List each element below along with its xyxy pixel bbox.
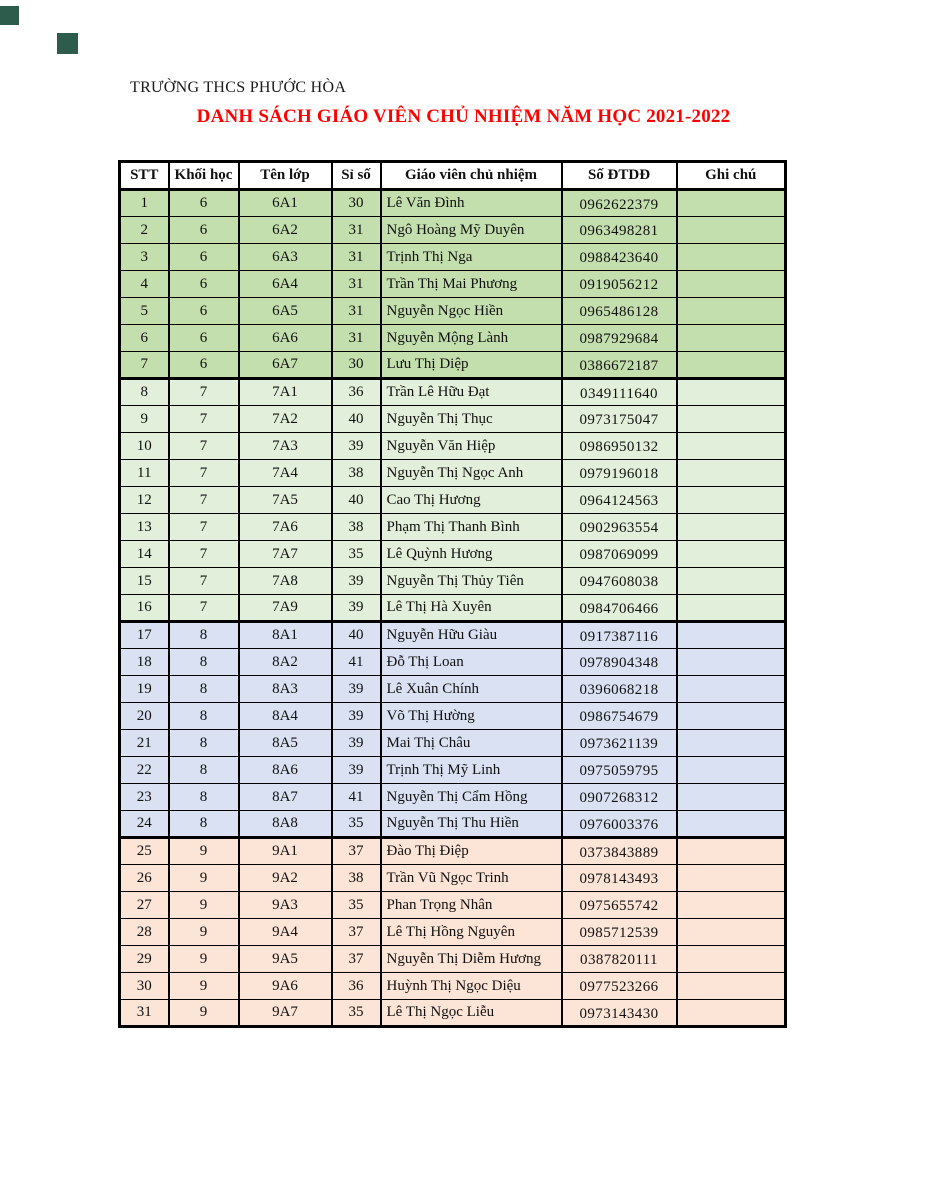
table-row <box>120 352 786 379</box>
cell-stt: 26 <box>120 865 169 892</box>
cell-grade: 9 <box>169 1000 239 1027</box>
cell-grade: 8 <box>169 703 239 730</box>
cell-class-name: 9A3 <box>239 892 332 919</box>
cell-teacher-name: Lê Thị Hồng Nguyên <box>381 919 562 946</box>
corner-square-icon <box>0 6 19 25</box>
cell-grade: 9 <box>169 946 239 973</box>
cell-phone: 0986754679 <box>562 703 677 730</box>
cell-stt: 22 <box>120 757 169 784</box>
table-row <box>120 676 786 703</box>
table-row <box>120 892 786 919</box>
cell-class-size: 38 <box>332 460 381 487</box>
cell-teacher-name: Huỳnh Thị Ngọc Diệu <box>381 973 562 1000</box>
cell-teacher-name: Nguyễn Thị Thủy Tiên <box>381 568 562 595</box>
cell-note <box>677 487 786 514</box>
page-title: DANH SÁCH GIÁO VIÊN CHỦ NHIỆM NĂM HỌC 2021-2022 <box>196 106 731 127</box>
cell-grade: 8 <box>169 622 239 649</box>
cell-phone: 0962622379 <box>562 190 677 217</box>
homeroom-teacher-table <box>118 160 787 1028</box>
cell-phone: 0902963554 <box>562 514 677 541</box>
cell-class-size: 38 <box>332 514 381 541</box>
cell-note <box>677 649 786 676</box>
cell-teacher-name: Lê Thị Ngọc Liễu <box>381 1000 562 1027</box>
cell-stt: 5 <box>120 298 169 325</box>
cell-grade: 6 <box>169 352 239 379</box>
cell-class-name: 7A7 <box>239 541 332 568</box>
table-row <box>120 541 786 568</box>
cell-teacher-name: Lưu Thị Diệp <box>381 352 562 379</box>
cell-phone: 0919056212 <box>562 271 677 298</box>
cell-class-name: 6A2 <box>239 217 332 244</box>
table-row <box>120 865 786 892</box>
cell-grade: 7 <box>169 406 239 433</box>
cell-class-size: 35 <box>332 811 381 838</box>
cell-phone: 0987069099 <box>562 541 677 568</box>
cell-phone: 0373843889 <box>562 838 677 865</box>
cell-stt: 16 <box>120 595 169 622</box>
cell-stt: 13 <box>120 514 169 541</box>
cell-class-name: 7A1 <box>239 379 332 406</box>
school-name: TRƯỜNG THCS PHƯỚC HÒA <box>130 79 347 96</box>
cell-class-name: 6A3 <box>239 244 332 271</box>
cell-grade: 6 <box>169 217 239 244</box>
table-row <box>120 568 786 595</box>
cell-note <box>677 919 786 946</box>
cell-class-size: 39 <box>332 595 381 622</box>
cell-stt: 12 <box>120 487 169 514</box>
cell-phone: 0976003376 <box>562 811 677 838</box>
cell-grade: 8 <box>169 730 239 757</box>
cell-note <box>677 703 786 730</box>
cell-phone: 0947608038 <box>562 568 677 595</box>
cell-grade: 7 <box>169 514 239 541</box>
cell-teacher-name: Nguyễn Thị Thục <box>381 406 562 433</box>
cell-teacher-name: Lê Quỳnh Hương <box>381 541 562 568</box>
cell-note <box>677 325 786 352</box>
cell-phone: 0387820111 <box>562 946 677 973</box>
cell-class-size: 41 <box>332 784 381 811</box>
cell-phone: 0977523266 <box>562 973 677 1000</box>
cell-class-size: 37 <box>332 919 381 946</box>
cell-phone: 0965486128 <box>562 298 677 325</box>
cell-phone: 0964124563 <box>562 487 677 514</box>
cell-grade: 9 <box>169 973 239 1000</box>
cell-phone: 0987929684 <box>562 325 677 352</box>
cell-class-size: 39 <box>332 676 381 703</box>
cell-phone: 0349111640 <box>562 379 677 406</box>
cell-class-name: 6A6 <box>239 325 332 352</box>
cell-grade: 9 <box>169 865 239 892</box>
cell-note <box>677 730 786 757</box>
cell-class-size: 39 <box>332 433 381 460</box>
table-row <box>120 946 786 973</box>
cell-class-size: 36 <box>332 379 381 406</box>
cell-class-name: 9A7 <box>239 1000 332 1027</box>
cell-note <box>677 892 786 919</box>
table-row <box>120 622 786 649</box>
cell-grade: 8 <box>169 811 239 838</box>
table-row <box>120 487 786 514</box>
cell-note <box>677 757 786 784</box>
cell-phone: 0973621139 <box>562 730 677 757</box>
cell-class-name: 7A2 <box>239 406 332 433</box>
cell-class-size: 31 <box>332 325 381 352</box>
table-row <box>120 811 786 838</box>
table-row <box>120 595 786 622</box>
table-row <box>120 838 786 865</box>
cell-class-name: 8A8 <box>239 811 332 838</box>
cell-note <box>677 541 786 568</box>
cell-stt: 28 <box>120 919 169 946</box>
cell-grade: 7 <box>169 487 239 514</box>
cell-stt: 29 <box>120 946 169 973</box>
table-row <box>120 217 786 244</box>
cell-note <box>677 838 786 865</box>
table-row <box>120 406 786 433</box>
cell-teacher-name: Trần Thị Mai Phương <box>381 271 562 298</box>
cell-stt: 17 <box>120 622 169 649</box>
cell-stt: 21 <box>120 730 169 757</box>
cell-teacher-name: Lê Văn Đình <box>381 190 562 217</box>
cell-teacher-name: Lê Xuân Chính <box>381 676 562 703</box>
cell-grade: 7 <box>169 595 239 622</box>
cell-class-size: 40 <box>332 406 381 433</box>
cell-stt: 27 <box>120 892 169 919</box>
cell-note <box>677 973 786 1000</box>
cell-phone: 0963498281 <box>562 217 677 244</box>
cell-class-size: 40 <box>332 622 381 649</box>
cell-teacher-name: Nguyễn Thị Diễm Hương <box>381 946 562 973</box>
cell-stt: 2 <box>120 217 169 244</box>
cell-class-size: 41 <box>332 649 381 676</box>
cell-phone: 0396068218 <box>562 676 677 703</box>
cell-phone: 0917387116 <box>562 622 677 649</box>
table-row <box>120 730 786 757</box>
cell-grade: 6 <box>169 298 239 325</box>
cell-teacher-name: Nguyễn Ngọc Hiền <box>381 298 562 325</box>
table-row <box>120 703 786 730</box>
cell-phone: 0907268312 <box>562 784 677 811</box>
cell-grade: 7 <box>169 568 239 595</box>
cell-stt: 24 <box>120 811 169 838</box>
cell-stt: 15 <box>120 568 169 595</box>
cell-grade: 8 <box>169 676 239 703</box>
cell-stt: 4 <box>120 271 169 298</box>
cell-grade: 8 <box>169 784 239 811</box>
cell-phone: 0386672187 <box>562 352 677 379</box>
cell-class-size: 31 <box>332 244 381 271</box>
cell-phone: 0975059795 <box>562 757 677 784</box>
cell-class-name: 9A4 <box>239 919 332 946</box>
table-row <box>120 298 786 325</box>
cell-teacher-name: Mai Thị Châu <box>381 730 562 757</box>
cell-grade: 9 <box>169 892 239 919</box>
cell-teacher-name: Phan Trọng Nhân <box>381 892 562 919</box>
cell-class-name: 7A5 <box>239 487 332 514</box>
header-class-size: Sỉ số <box>332 162 381 190</box>
table-row <box>120 271 786 298</box>
cell-class-name: 8A4 <box>239 703 332 730</box>
cell-grade: 7 <box>169 433 239 460</box>
cell-class-name: 7A8 <box>239 568 332 595</box>
cell-class-name: 9A6 <box>239 973 332 1000</box>
cell-teacher-name: Nguyễn Mộng Lành <box>381 325 562 352</box>
cell-grade: 7 <box>169 541 239 568</box>
cell-class-size: 39 <box>332 568 381 595</box>
cell-note <box>677 946 786 973</box>
cell-teacher-name: Phạm Thị Thanh Bình <box>381 514 562 541</box>
cell-note <box>677 460 786 487</box>
cell-note <box>677 217 786 244</box>
cell-class-name: 8A6 <box>239 757 332 784</box>
cell-stt: 6 <box>120 325 169 352</box>
cell-note <box>677 298 786 325</box>
table-row <box>120 784 786 811</box>
cell-teacher-name: Nguyễn Thị Thu Hiền <box>381 811 562 838</box>
table-row <box>120 649 786 676</box>
cell-class-size: 35 <box>332 1000 381 1027</box>
cell-note <box>677 865 786 892</box>
cell-class-name: 8A2 <box>239 649 332 676</box>
cell-class-name: 7A3 <box>239 433 332 460</box>
table-row <box>120 973 786 1000</box>
table-row <box>120 919 786 946</box>
cell-grade: 6 <box>169 325 239 352</box>
table-row <box>120 1000 786 1027</box>
table-row <box>120 325 786 352</box>
cell-class-size: 39 <box>332 757 381 784</box>
cell-note <box>677 1000 786 1027</box>
cell-stt: 20 <box>120 703 169 730</box>
cell-teacher-name: Trịnh Thị Mỹ Linh <box>381 757 562 784</box>
cell-class-name: 9A2 <box>239 865 332 892</box>
cell-class-name: 9A5 <box>239 946 332 973</box>
cell-teacher-name: Cao Thị Hương <box>381 487 562 514</box>
cell-note <box>677 622 786 649</box>
cell-teacher-name: Ngô Hoàng Mỹ Duyên <box>381 217 562 244</box>
cell-stt: 18 <box>120 649 169 676</box>
cell-phone: 0984706466 <box>562 595 677 622</box>
cell-class-name: 6A1 <box>239 190 332 217</box>
cell-stt: 23 <box>120 784 169 811</box>
cell-grade: 7 <box>169 460 239 487</box>
header-stt: STT <box>120 162 169 190</box>
cell-stt: 30 <box>120 973 169 1000</box>
cell-phone: 0986950132 <box>562 433 677 460</box>
cell-stt: 11 <box>120 460 169 487</box>
cell-class-name: 8A7 <box>239 784 332 811</box>
header-note: Ghi chú <box>677 162 786 190</box>
cell-stt: 14 <box>120 541 169 568</box>
cell-note <box>677 190 786 217</box>
cell-class-name: 8A1 <box>239 622 332 649</box>
cell-phone: 0975655742 <box>562 892 677 919</box>
cell-stt: 10 <box>120 433 169 460</box>
cell-stt: 31 <box>120 1000 169 1027</box>
cell-teacher-name: Trịnh Thị Nga <box>381 244 562 271</box>
cell-teacher-name: Nguyễn Thị Cẩm Hồng <box>381 784 562 811</box>
cell-note <box>677 676 786 703</box>
cell-grade: 9 <box>169 838 239 865</box>
cell-grade: 8 <box>169 757 239 784</box>
cell-note <box>677 379 786 406</box>
cell-note <box>677 352 786 379</box>
table-row <box>120 514 786 541</box>
cell-note <box>677 271 786 298</box>
cell-stt: 9 <box>120 406 169 433</box>
cell-class-size: 35 <box>332 892 381 919</box>
cell-class-size: 35 <box>332 541 381 568</box>
header-class-name: Tên lớp <box>239 162 332 190</box>
cell-grade: 6 <box>169 244 239 271</box>
table-row <box>120 757 786 784</box>
cell-teacher-name: Lê Thị Hà Xuyên <box>381 595 562 622</box>
cell-grade: 9 <box>169 919 239 946</box>
cell-teacher-name: Trần Vũ Ngọc Trinh <box>381 865 562 892</box>
cell-class-size: 31 <box>332 217 381 244</box>
cell-teacher-name: Trần Lê Hữu Đạt <box>381 379 562 406</box>
cell-note <box>677 568 786 595</box>
cell-stt: 25 <box>120 838 169 865</box>
cell-phone: 0985712539 <box>562 919 677 946</box>
cell-class-size: 36 <box>332 973 381 1000</box>
cell-phone: 0988423640 <box>562 244 677 271</box>
cell-grade: 6 <box>169 190 239 217</box>
cell-class-size: 37 <box>332 946 381 973</box>
cell-stt: 19 <box>120 676 169 703</box>
cell-stt: 1 <box>120 190 169 217</box>
cell-class-size: 30 <box>332 190 381 217</box>
cell-class-size: 37 <box>332 838 381 865</box>
cell-phone: 0973175047 <box>562 406 677 433</box>
cell-phone: 0979196018 <box>562 460 677 487</box>
cell-class-name: 6A7 <box>239 352 332 379</box>
cell-stt: 3 <box>120 244 169 271</box>
cell-phone: 0978143493 <box>562 865 677 892</box>
cell-note <box>677 244 786 271</box>
cell-class-size: 40 <box>332 487 381 514</box>
cell-teacher-name: Đào Thị Điệp <box>381 838 562 865</box>
table-row <box>120 244 786 271</box>
table-row <box>120 433 786 460</box>
cell-class-name: 6A5 <box>239 298 332 325</box>
header-phone: Số ĐTDĐ <box>562 162 677 190</box>
cell-teacher-name: Nguyễn Hữu Giàu <box>381 622 562 649</box>
cell-class-name: 7A6 <box>239 514 332 541</box>
cell-note <box>677 811 786 838</box>
table-row <box>120 190 786 217</box>
cell-class-size: 39 <box>332 703 381 730</box>
cell-teacher-name: Nguyễn Thị Ngọc Anh <box>381 460 562 487</box>
cell-class-name: 7A4 <box>239 460 332 487</box>
cell-teacher-name: Võ Thị Hường <box>381 703 562 730</box>
cell-note <box>677 406 786 433</box>
cell-class-name: 8A3 <box>239 676 332 703</box>
cell-class-size: 38 <box>332 865 381 892</box>
cell-note <box>677 514 786 541</box>
header-teacher: Giáo viên chủ nhiệm <box>381 162 562 190</box>
cell-stt: 7 <box>120 352 169 379</box>
cell-class-name: 7A9 <box>239 595 332 622</box>
cell-note <box>677 784 786 811</box>
cell-class-name: 8A5 <box>239 730 332 757</box>
cell-teacher-name: Đỗ Thị Loan <box>381 649 562 676</box>
cell-class-name: 6A4 <box>239 271 332 298</box>
cell-class-name: 9A1 <box>239 838 332 865</box>
cell-note <box>677 595 786 622</box>
cell-class-size: 30 <box>332 352 381 379</box>
cell-class-size: 31 <box>332 271 381 298</box>
cell-grade: 7 <box>169 379 239 406</box>
cell-teacher-name: Nguyễn Văn Hiệp <box>381 433 562 460</box>
cell-phone: 0978904348 <box>562 649 677 676</box>
table-header-row <box>120 162 786 190</box>
cell-phone: 0973143430 <box>562 1000 677 1027</box>
corner-square-icon <box>57 33 78 54</box>
cell-class-size: 39 <box>332 730 381 757</box>
cell-grade: 8 <box>169 649 239 676</box>
table-row <box>120 460 786 487</box>
cell-note <box>677 433 786 460</box>
cell-stt: 8 <box>120 379 169 406</box>
cell-class-size: 31 <box>332 298 381 325</box>
cell-grade: 6 <box>169 271 239 298</box>
table-row <box>120 379 786 406</box>
header-grade: Khối học <box>169 162 239 190</box>
